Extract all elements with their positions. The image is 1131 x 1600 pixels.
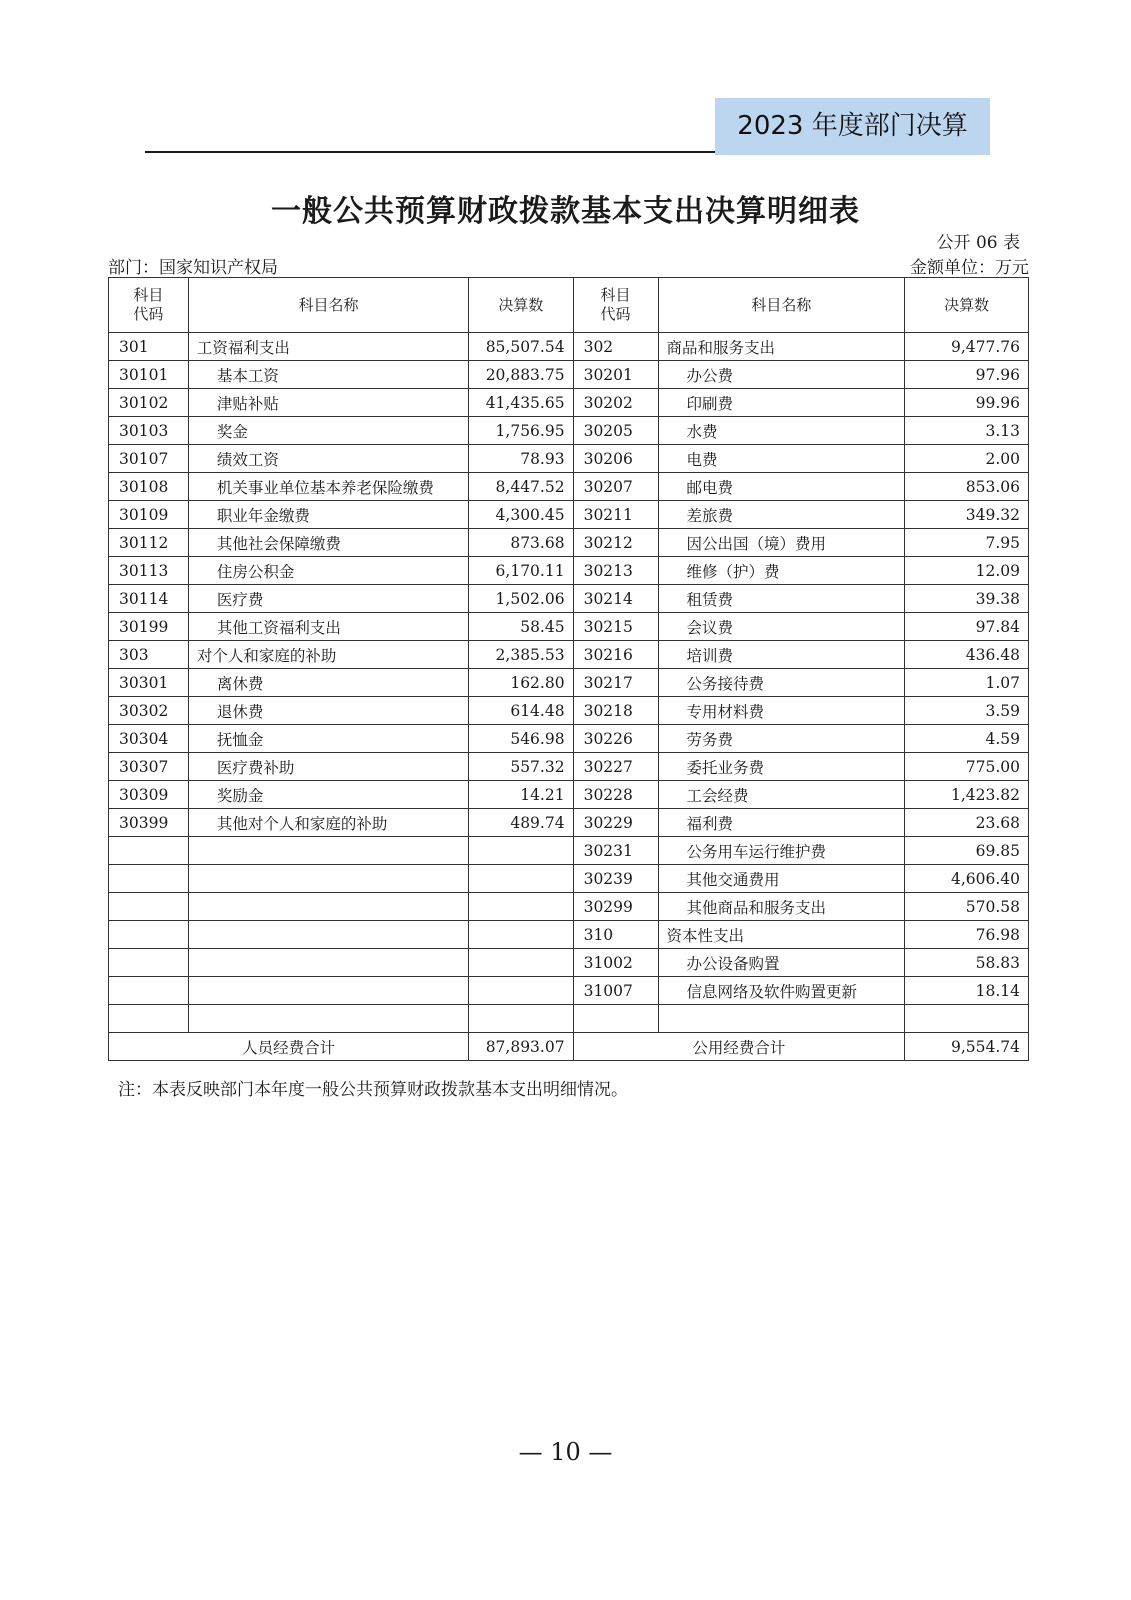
header-rule — [145, 151, 715, 153]
table-row — [109, 333, 1029, 361]
left-name-cell: 奖金 — [188, 417, 468, 445]
left-code-cell — [109, 921, 189, 949]
left-name-cell: 住房公积金 — [188, 557, 468, 585]
personnel-total-label: 人员经费合计 — [109, 1033, 469, 1061]
table-row — [109, 837, 1029, 865]
right-name-cell: 委托业务费 — [658, 753, 905, 781]
table-row — [109, 865, 1029, 893]
left-name-cell: 职业年金缴费 — [188, 501, 468, 529]
unit-label: 金额单位：万元 — [910, 258, 1029, 278]
left-amount-cell: 14.21 — [469, 781, 573, 809]
right-name-cell: 办公费 — [658, 361, 905, 389]
left-name-cell — [188, 1005, 468, 1033]
left-amount-cell — [469, 865, 573, 893]
table-row — [109, 781, 1029, 809]
left-name-cell: 其他工资福利支出 — [188, 613, 468, 641]
year-badge: 2023 年度部门决算 — [715, 98, 990, 155]
right-amount-cell — [905, 1005, 1029, 1033]
left-amount-cell: 8,447.52 — [469, 473, 573, 501]
right-amount-cell: 12.09 — [905, 557, 1029, 585]
left-name-cell: 工资福利支出 — [188, 333, 468, 361]
table-row — [109, 445, 1029, 473]
table-row — [109, 921, 1029, 949]
right-code-cell: 30207 — [573, 473, 658, 501]
left-code-cell: 30109 — [109, 501, 189, 529]
totals-row — [109, 1033, 1029, 1061]
column-header-name-left: 科目名称 — [188, 278, 468, 333]
right-code-cell: 30231 — [573, 837, 658, 865]
right-amount-cell: 58.83 — [905, 949, 1029, 977]
right-name-cell: 劳务费 — [658, 725, 905, 753]
left-amount-cell: 873.68 — [469, 529, 573, 557]
right-name-cell: 差旅费 — [658, 501, 905, 529]
left-code-cell — [109, 1005, 189, 1033]
right-code-cell: 30212 — [573, 529, 658, 557]
table-row — [109, 529, 1029, 557]
column-header-code-left: 科目代码 — [109, 278, 189, 333]
left-code-cell: 30108 — [109, 473, 189, 501]
column-header-name-right: 科目名称 — [658, 278, 905, 333]
table-row — [109, 1005, 1029, 1033]
left-amount-cell: 2,385.53 — [469, 641, 573, 669]
left-code-cell: 30112 — [109, 529, 189, 557]
left-code-cell: 30113 — [109, 557, 189, 585]
left-name-cell: 其他社会保障缴费 — [188, 529, 468, 557]
right-amount-cell: 23.68 — [905, 809, 1029, 837]
right-code-cell: 31007 — [573, 977, 658, 1005]
left-amount-cell — [469, 977, 573, 1005]
left-name-cell: 奖励金 — [188, 781, 468, 809]
table-row — [109, 585, 1029, 613]
left-amount-cell: 20,883.75 — [469, 361, 573, 389]
left-name-cell: 医疗费 — [188, 585, 468, 613]
right-amount-cell: 436.48 — [905, 641, 1029, 669]
right-code-cell: 30228 — [573, 781, 658, 809]
right-name-cell: 公务接待费 — [658, 669, 905, 697]
right-amount-cell: 4.59 — [905, 725, 1029, 753]
table-row — [109, 725, 1029, 753]
right-amount-cell: 570.58 — [905, 893, 1029, 921]
right-name-cell: 信息网络及软件购置更新 — [658, 977, 905, 1005]
right-amount-cell: 1,423.82 — [905, 781, 1029, 809]
left-name-cell — [188, 949, 468, 977]
right-code-cell: 30218 — [573, 697, 658, 725]
right-amount-cell: 4,606.40 — [905, 865, 1029, 893]
right-name-cell: 租赁费 — [658, 585, 905, 613]
left-name-cell: 退休费 — [188, 697, 468, 725]
right-name-cell: 工会经费 — [658, 781, 905, 809]
right-name-cell: 会议费 — [658, 613, 905, 641]
right-code-cell: 30217 — [573, 669, 658, 697]
right-code-cell: 30201 — [573, 361, 658, 389]
left-name-cell: 抚恤金 — [188, 725, 468, 753]
left-name-cell: 医疗费补助 — [188, 753, 468, 781]
department-label: 部门：国家知识产权局 — [108, 258, 278, 278]
left-code-cell: 30302 — [109, 697, 189, 725]
table-row — [109, 977, 1029, 1005]
left-amount-cell — [469, 1005, 573, 1033]
table-row — [109, 809, 1029, 837]
left-name-cell: 机关事业单位基本养老保险缴费 — [188, 473, 468, 501]
left-name-cell: 其他对个人和家庭的补助 — [188, 809, 468, 837]
right-amount-cell: 39.38 — [905, 585, 1029, 613]
budget-detail-table — [108, 277, 1029, 1061]
right-amount-cell: 97.96 — [905, 361, 1029, 389]
right-name-cell: 资本性支出 — [658, 921, 905, 949]
right-name-cell — [658, 1005, 905, 1033]
right-amount-cell: 18.14 — [905, 977, 1029, 1005]
right-name-cell: 其他商品和服务支出 — [658, 893, 905, 921]
right-amount-cell: 349.32 — [905, 501, 1029, 529]
right-amount-cell: 69.85 — [905, 837, 1029, 865]
left-code-cell: 30103 — [109, 417, 189, 445]
right-name-cell: 邮电费 — [658, 473, 905, 501]
left-amount-cell — [469, 949, 573, 977]
right-amount-cell: 97.84 — [905, 613, 1029, 641]
left-code-cell: 303 — [109, 641, 189, 669]
table-row — [109, 753, 1029, 781]
left-name-cell: 津贴补贴 — [188, 389, 468, 417]
left-name-cell: 对个人和家庭的补助 — [188, 641, 468, 669]
public-total-amount: 9,554.74 — [905, 1033, 1029, 1061]
left-code-cell: 30101 — [109, 361, 189, 389]
right-name-cell: 印刷费 — [658, 389, 905, 417]
left-code-cell: 30114 — [109, 585, 189, 613]
right-code-cell: 310 — [573, 921, 658, 949]
right-amount-cell: 775.00 — [905, 753, 1029, 781]
right-code-cell: 31002 — [573, 949, 658, 977]
left-amount-cell: 614.48 — [469, 697, 573, 725]
right-name-cell: 维修（护）费 — [658, 557, 905, 585]
table-row — [109, 641, 1029, 669]
table-number: 公开 06 表 — [936, 233, 1020, 253]
left-code-cell: 30301 — [109, 669, 189, 697]
table-row — [109, 557, 1029, 585]
table-header-row — [109, 278, 1029, 333]
left-amount-cell — [469, 837, 573, 865]
right-amount-cell: 2.00 — [905, 445, 1029, 473]
left-amount-cell: 4,300.45 — [469, 501, 573, 529]
left-name-cell — [188, 865, 468, 893]
right-code-cell: 30239 — [573, 865, 658, 893]
right-name-cell: 专用材料费 — [658, 697, 905, 725]
right-code-cell — [573, 1005, 658, 1033]
left-code-cell: 30309 — [109, 781, 189, 809]
left-code-cell: 30102 — [109, 389, 189, 417]
left-name-cell: 绩效工资 — [188, 445, 468, 473]
column-header-amount-right: 决算数 — [905, 278, 1029, 333]
right-name-cell: 商品和服务支出 — [658, 333, 905, 361]
table-row — [109, 473, 1029, 501]
right-code-cell: 30216 — [573, 641, 658, 669]
left-amount-cell: 162.80 — [469, 669, 573, 697]
left-amount-cell: 546.98 — [469, 725, 573, 753]
public-total-label: 公用经费合计 — [573, 1033, 905, 1061]
table-row — [109, 417, 1029, 445]
column-header-code-right: 科目代码 — [573, 278, 658, 333]
left-name-cell — [188, 893, 468, 921]
table-row — [109, 893, 1029, 921]
left-code-cell: 30107 — [109, 445, 189, 473]
left-amount-cell: 41,435.65 — [469, 389, 573, 417]
right-code-cell: 30215 — [573, 613, 658, 641]
right-code-cell: 30229 — [573, 809, 658, 837]
footnote: 注：本表反映部门本年度一般公共预算财政拨款基本支出明细情况。 — [118, 1080, 628, 1100]
right-code-cell: 302 — [573, 333, 658, 361]
right-name-cell: 电费 — [658, 445, 905, 473]
table-row — [109, 949, 1029, 977]
right-code-cell: 30211 — [573, 501, 658, 529]
table-row — [109, 613, 1029, 641]
right-amount-cell: 9,477.76 — [905, 333, 1029, 361]
table-row — [109, 501, 1029, 529]
right-name-cell: 培训费 — [658, 641, 905, 669]
right-code-cell: 30214 — [573, 585, 658, 613]
left-code-cell: 30399 — [109, 809, 189, 837]
right-code-cell: 30299 — [573, 893, 658, 921]
left-code-cell — [109, 865, 189, 893]
left-code-cell — [109, 837, 189, 865]
table-row — [109, 697, 1029, 725]
right-name-cell: 福利费 — [658, 809, 905, 837]
right-name-cell: 因公出国（境）费用 — [658, 529, 905, 557]
right-amount-cell: 99.96 — [905, 389, 1029, 417]
column-header-amount-left: 决算数 — [469, 278, 573, 333]
right-name-cell: 水费 — [658, 417, 905, 445]
left-code-cell — [109, 893, 189, 921]
left-name-cell: 基本工资 — [188, 361, 468, 389]
left-amount-cell: 78.93 — [469, 445, 573, 473]
table-row — [109, 669, 1029, 697]
personnel-total-amount: 87,893.07 — [469, 1033, 573, 1061]
right-amount-cell: 1.07 — [905, 669, 1029, 697]
left-amount-cell: 557.32 — [469, 753, 573, 781]
right-name-cell: 公务用车运行维护费 — [658, 837, 905, 865]
right-amount-cell: 3.59 — [905, 697, 1029, 725]
left-name-cell — [188, 921, 468, 949]
table-row — [109, 361, 1029, 389]
page-number: — 10 — — [518, 1438, 613, 1466]
right-code-cell: 30202 — [573, 389, 658, 417]
right-code-cell: 30226 — [573, 725, 658, 753]
left-code-cell: 30307 — [109, 753, 189, 781]
left-amount-cell — [469, 921, 573, 949]
right-code-cell: 30205 — [573, 417, 658, 445]
right-code-cell: 30206 — [573, 445, 658, 473]
right-amount-cell: 3.13 — [905, 417, 1029, 445]
left-amount-cell: 58.45 — [469, 613, 573, 641]
left-name-cell — [188, 837, 468, 865]
left-amount-cell — [469, 893, 573, 921]
left-name-cell — [188, 977, 468, 1005]
right-code-cell: 30213 — [573, 557, 658, 585]
left-code-cell: 30199 — [109, 613, 189, 641]
left-code-cell — [109, 949, 189, 977]
right-name-cell: 办公设备购置 — [658, 949, 905, 977]
right-amount-cell: 853.06 — [905, 473, 1029, 501]
left-amount-cell: 1,756.95 — [469, 417, 573, 445]
right-code-cell: 30227 — [573, 753, 658, 781]
right-name-cell: 其他交通费用 — [658, 865, 905, 893]
left-code-cell — [109, 977, 189, 1005]
left-name-cell: 离休费 — [188, 669, 468, 697]
left-code-cell: 301 — [109, 333, 189, 361]
left-amount-cell: 6,170.11 — [469, 557, 573, 585]
left-amount-cell: 489.74 — [469, 809, 573, 837]
page-title: 一般公共预算财政拨款基本支出决算明细表 — [271, 194, 860, 229]
left-amount-cell: 1,502.06 — [469, 585, 573, 613]
table-body — [109, 333, 1029, 1033]
left-code-cell: 30304 — [109, 725, 189, 753]
table-row — [109, 389, 1029, 417]
left-amount-cell: 85,507.54 — [469, 333, 573, 361]
right-amount-cell: 76.98 — [905, 921, 1029, 949]
right-amount-cell: 7.95 — [905, 529, 1029, 557]
